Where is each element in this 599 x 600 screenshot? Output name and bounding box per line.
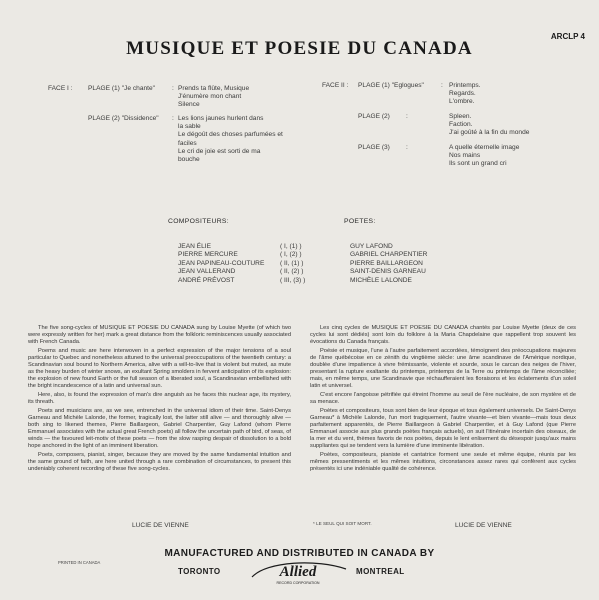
poet-name: PIERRE BAILLARGEON [350, 259, 423, 267]
song-title: Prends ta flûte, Musique [178, 85, 250, 92]
poets-heading: POETES: [344, 218, 376, 225]
song-title: Le dégoût des choses parfumées et [178, 131, 283, 139]
composer-name: JEAN PAPINEAU-COUTURE [178, 259, 265, 267]
city-montreal: MONTREAL [356, 567, 405, 576]
face-1-plage-1-list [178, 85, 249, 110]
signature-english: LUCIE DE VIENNE [132, 522, 189, 529]
album-title: MUSIQUE ET POESIE DU CANADA [126, 38, 473, 59]
poet-list [350, 243, 427, 285]
manufactured-by-line: MANUFACTURED AND DISTRIBUTED IN CANADA BY [164, 548, 435, 559]
composer-name: JEAN VALLERAND [178, 268, 236, 276]
poet-name: SAINT-DENIS GARNEAU [350, 268, 426, 276]
composer-list [178, 243, 264, 285]
face-1-plage-2-list [178, 115, 283, 164]
catalog-number: ARCLP 4 [550, 32, 585, 41]
song-title: Les lions jaunes hurlent dans [178, 115, 264, 122]
song-title: Spleen. [449, 113, 472, 120]
composer-name: ANDRÉ PRÉVOST [178, 276, 235, 284]
face-2-plage-1-list [449, 82, 481, 107]
face-2-label: FACE II : [322, 82, 349, 89]
face-1-plage-2-label: PLAGE (2) "Dissidence" [88, 115, 159, 122]
song-title: bouche [178, 156, 200, 164]
song-title: faciles [178, 139, 197, 147]
song-title: la sable [178, 123, 201, 131]
song-title: Le cri de joie est sorti de ma [178, 147, 261, 155]
poet-name: GABRIEL CHARPENTIER [350, 251, 428, 259]
song-title: Nos mains [449, 152, 481, 160]
footnote: * LE SEUL QUI SOIT MORT. [313, 521, 372, 526]
notes-paragraph: Poésie et musique, l'une à l'autre parfaitement accordées, témoignent des préoccupations majeures de l'âme québécoise en ce zénith du vingtième siècle: une âme scandinave de l'Amérique nordique, doublée d'une impatience à vivre frémissante, violente et sourde, sous le carcan des neiges de l'hiver, presentant la rupture exaltante du printemps, printemps de la Terre ou printemps de l'âme réconciliée; mais, en même temps, une Scandinavie que réchaufferaient les floraisons et les éclatements d'un soleil latin et universel. [310, 347, 576, 390]
song-title: Ils sont un grand cri [449, 160, 507, 168]
song-title: Silence [178, 101, 200, 109]
poet-name: MICHÈLE LALONDE [350, 276, 412, 284]
signature-french: LUCIE DE VIENNE [455, 522, 512, 529]
face-2-plage-2-label: PLAGE (2) [358, 113, 390, 120]
song-title: Printemps. [449, 82, 481, 89]
notes-paragraph: Poets and musicians are, as we see, entrenched in the universal idiom of their time. Saint-Denys Garneau and Michèle Lalonde, the former, tragically lost, the latter still alive — and thoroughly alive — both sing to likened themes, Pierre Baillargeon, Gabriel Charpentier, Guy Lafond (whom Pierre Emmanuel associates with the actual great French poets) all follow the uncertain path of bird, of seas, of winds — the favoured leit-motiv of these poets — from the slow rasping despair of dissolution to a bold hope anchored in the light of an imminent liberation. [28, 407, 291, 450]
city-toronto: TORONTO [178, 567, 221, 576]
plage-ref: ( II, (2) ) [280, 268, 304, 276]
plage-ref: ( II, (1) ) [280, 259, 304, 267]
face-1-plage-1-label: PLAGE (1) "Je chante" [88, 85, 155, 92]
face-1-label: FACE I : [48, 85, 73, 92]
song-title: Faction. [449, 121, 473, 129]
song-title: J'énumère mon chant [178, 93, 242, 101]
notes-paragraph: Here, also, is found the expression of man's dire anguish as he faces this nuclear age, its mystery, its threath. [28, 392, 291, 406]
face-1-plage-2-colon: : [172, 115, 174, 122]
logo-word: Allied [279, 564, 317, 580]
plage-ref: ( I, (1) ) [280, 243, 302, 250]
face-2-plage-1-label: PLAGE (1) "Eglogues" [358, 82, 424, 89]
face-2-plage-3-colon: : [406, 144, 408, 151]
notes-paragraph: Poètes, compositeurs, pianiste et cantatrice forment une seule et même équipe, réunis par les mêmes pressentiments et les mêmes intuitions, circonstances assez rares qui confèrent aux cycles présentés ici une indéniable qualité de cohérence. [310, 451, 576, 473]
logo-subtitle: RECORD CORPORATION [276, 581, 320, 585]
song-title: J'ai goûté à la fin du monde [449, 129, 530, 137]
song-title: Regards. [449, 90, 476, 98]
plage-ref: ( III, (3) ) [280, 276, 306, 284]
song-title: L'ombre. [449, 98, 475, 106]
notes-paragraph: Poems and music are here interwoven in a perfect expression of the major tensions of a soul particular to Quebec and nonetheless attuned to the universal preoccupations of the twentieth century: a Scandinavian soul bound to Northern America, alive with a will-to-live that is violent but muted, as mute as the heavy burden of winter snows, an exultant Spring smolders in fervent anticipation of its explosion: the explosion of new found Earth or the full season of a liberated soul, a Scandinavian embellished with the bright incandescence of a latin and universal sun. [28, 347, 291, 390]
face-2-plage-3-label: PLAGE (3) [358, 144, 390, 151]
composer-name: JEAN ÉLIE [178, 243, 211, 250]
notes-paragraph: Les cinq cycles de MUSIQUE ET POESIE DU CANADA chantés par Louise Myette (deux de ces cycles lui sont dédiés) sont loin du folklore à la Maria Chapdelaine que rappellent trop souvent les évocations du Canada français. [310, 325, 576, 346]
face-2-plage-2-colon: : [406, 113, 408, 120]
face-1-plage-1-colon: : [172, 85, 174, 92]
notes-paragraph: C'est encore l'angoisse pétrifiée qui étreint l'homme au seuil de l'ère nucléaire, de son mystère et de sa menace. [310, 392, 576, 406]
plage-ref-list [280, 243, 305, 285]
allied-records-logo [242, 557, 357, 589]
poet-name: GUY LAFOND [350, 243, 393, 250]
composers-heading: COMPOSITEURS: [168, 218, 229, 225]
notes-paragraph: The five song-cycles of MUSIQUE ET POESIE DU CANADA sung by Louise Myette (of which two were expressly written for her) mark a great distance from the folkloric reminiscences usually associated with French Canada. [28, 325, 291, 346]
liner-notes-french [310, 325, 576, 475]
liner-notes-english [28, 325, 291, 475]
face-2-plage-2-list [449, 113, 529, 138]
face-2-plage-3-list [449, 144, 519, 169]
song-title: A quelle éternelle image [449, 144, 520, 151]
composer-name: PIERRE MERCURE [178, 251, 238, 259]
face-2-plage-1-colon: : [441, 82, 443, 89]
plage-ref: ( I, (2) ) [280, 251, 302, 259]
notes-paragraph: Poets, composers, pianist, singer, because they are moved by the same fundamental intuition and the same ground of faith, are here united through a rare combination of circumstances, to present this undeniably coherent recording of these five song-cycles. [28, 451, 291, 473]
printed-in-canada: PRINTED IN CANADA [58, 560, 101, 565]
notes-paragraph: Poètes et compositeurs, tous sont bien de leur époque et tous également universels. De Saint-Denys Garneau* à Michèle Lalonde, l'un mort tragiquement, l'autre vivante—et bien vivante—mais tous deux parfaitement apparentés, de Pierre Baillargeon à Gabriel Charpentier, et à Guy Lafond (que Pierre Emmanuel associe aux plus grands poètes français actuels), on suit l'itinéraire incertain des oiseaux, de la mer et du vent, thèmes favoris de nos poètes, depuis le lent enlisement du désespoir jusqu'aux mains suppliantes qui se tendent vers la lumière d'une imminente libération. [310, 407, 576, 450]
